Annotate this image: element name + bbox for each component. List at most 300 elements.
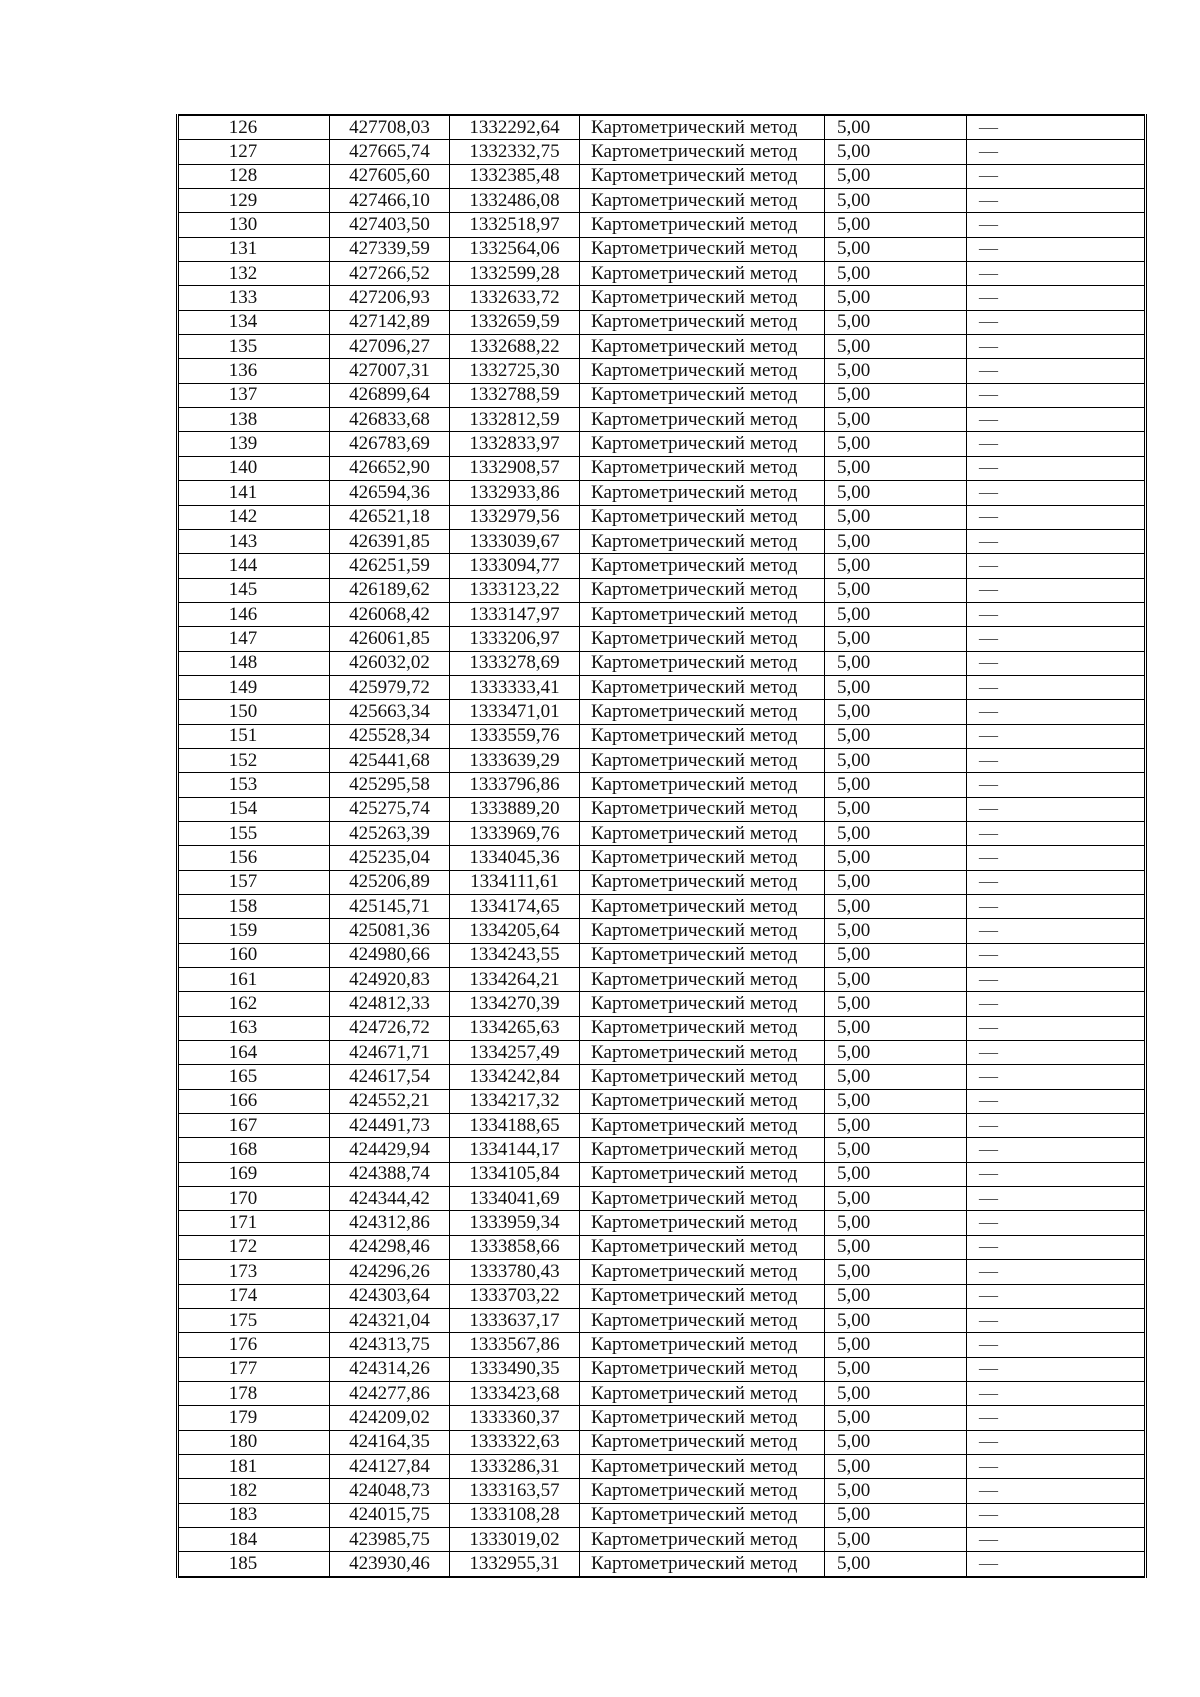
method-cell: Картометрический метод	[580, 481, 825, 505]
y-coordinate-cell: 1333703,22	[450, 1284, 580, 1308]
x-coordinate-cell: 424980,66	[330, 943, 450, 967]
point-number-cell: 128	[178, 164, 330, 188]
method-cell: Картометрический метод	[580, 262, 825, 286]
y-coordinate-cell: 1334265,63	[450, 1016, 580, 1040]
x-coordinate-cell: 427007,31	[330, 359, 450, 383]
x-coordinate-cell: 424429,94	[330, 1138, 450, 1162]
y-coordinate-cell: 1334144,17	[450, 1138, 580, 1162]
x-coordinate-cell: 425441,68	[330, 748, 450, 772]
point-number-cell: 138	[178, 408, 330, 432]
description-cell: —	[967, 140, 1146, 164]
x-coordinate-cell: 424298,46	[330, 1235, 450, 1259]
description-cell: —	[967, 895, 1146, 919]
description-cell: —	[967, 821, 1146, 845]
x-coordinate-cell: 423930,46	[330, 1552, 450, 1577]
method-cell: Картометрический метод	[580, 1430, 825, 1454]
x-coordinate-cell: 424671,71	[330, 1041, 450, 1065]
point-number-cell: 152	[178, 748, 330, 772]
description-cell: —	[967, 1503, 1146, 1527]
y-coordinate-cell: 1332385,48	[450, 164, 580, 188]
accuracy-cell: 5,00	[825, 1527, 967, 1551]
accuracy-cell: 5,00	[825, 675, 967, 699]
x-coordinate-cell: 424048,73	[330, 1479, 450, 1503]
x-coordinate-cell: 424313,75	[330, 1333, 450, 1357]
accuracy-cell: 5,00	[825, 1260, 967, 1284]
method-cell: Картометрический метод	[580, 895, 825, 919]
description-cell: —	[967, 1454, 1146, 1478]
table-row	[178, 797, 1146, 821]
accuracy-cell: 5,00	[825, 213, 967, 237]
description-cell: —	[967, 1187, 1146, 1211]
description-cell: —	[967, 1284, 1146, 1308]
point-number-cell: 182	[178, 1479, 330, 1503]
accuracy-cell: 5,00	[825, 262, 967, 286]
table-row	[178, 335, 1146, 359]
method-cell: Картометрический метод	[580, 1260, 825, 1284]
point-number-cell: 185	[178, 1552, 330, 1577]
accuracy-cell: 5,00	[825, 968, 967, 992]
table-row	[178, 1162, 1146, 1186]
y-coordinate-cell: 1332486,08	[450, 189, 580, 213]
accuracy-cell: 5,00	[825, 724, 967, 748]
accuracy-cell: 5,00	[825, 846, 967, 870]
table-row	[178, 1260, 1146, 1284]
table-row	[178, 432, 1146, 456]
point-number-cell: 159	[178, 919, 330, 943]
x-coordinate-cell: 425528,34	[330, 724, 450, 748]
point-number-cell: 184	[178, 1527, 330, 1551]
method-cell: Картометрический метод	[580, 335, 825, 359]
method-cell: Картометрический метод	[580, 1138, 825, 1162]
description-cell: —	[967, 748, 1146, 772]
method-cell: Картометрический метод	[580, 1308, 825, 1332]
table-row	[178, 602, 1146, 626]
table-row	[178, 1479, 1146, 1503]
description-cell: —	[967, 968, 1146, 992]
y-coordinate-cell: 1333567,86	[450, 1333, 580, 1357]
accuracy-cell: 5,00	[825, 456, 967, 480]
accuracy-cell: 5,00	[825, 773, 967, 797]
x-coordinate-cell: 423985,75	[330, 1527, 450, 1551]
point-number-cell: 178	[178, 1381, 330, 1405]
y-coordinate-cell: 1332633,72	[450, 286, 580, 310]
point-number-cell: 143	[178, 529, 330, 553]
accuracy-cell: 5,00	[825, 481, 967, 505]
method-cell: Картометрический метод	[580, 943, 825, 967]
y-coordinate-cell: 1334243,55	[450, 943, 580, 967]
point-number-cell: 174	[178, 1284, 330, 1308]
method-cell: Картометрический метод	[580, 602, 825, 626]
description-cell: —	[967, 213, 1146, 237]
method-cell: Картометрический метод	[580, 1235, 825, 1259]
table-row	[178, 943, 1146, 967]
description-cell: —	[967, 846, 1146, 870]
table-row	[178, 189, 1146, 213]
table-row	[178, 408, 1146, 432]
method-cell: Картометрический метод	[580, 1041, 825, 1065]
x-coordinate-cell: 427266,52	[330, 262, 450, 286]
method-cell: Картометрический метод	[580, 432, 825, 456]
method-cell: Картометрический метод	[580, 213, 825, 237]
y-coordinate-cell: 1334188,65	[450, 1114, 580, 1138]
x-coordinate-cell: 424277,86	[330, 1381, 450, 1405]
y-coordinate-cell: 1333286,31	[450, 1454, 580, 1478]
table-row	[178, 919, 1146, 943]
point-number-cell: 172	[178, 1235, 330, 1259]
point-number-cell: 179	[178, 1406, 330, 1430]
point-number-cell: 147	[178, 627, 330, 651]
x-coordinate-cell: 424344,42	[330, 1187, 450, 1211]
point-number-cell: 150	[178, 700, 330, 724]
description-cell: —	[967, 1527, 1146, 1551]
description-cell: —	[967, 554, 1146, 578]
point-number-cell: 135	[178, 335, 330, 359]
accuracy-cell: 5,00	[825, 578, 967, 602]
y-coordinate-cell: 1332933,86	[450, 481, 580, 505]
table-row	[178, 724, 1146, 748]
description-cell: —	[967, 408, 1146, 432]
point-number-cell: 164	[178, 1041, 330, 1065]
accuracy-cell: 5,00	[825, 408, 967, 432]
x-coordinate-cell: 425979,72	[330, 675, 450, 699]
point-number-cell: 162	[178, 992, 330, 1016]
method-cell: Картометрический метод	[580, 189, 825, 213]
y-coordinate-cell: 1332725,30	[450, 359, 580, 383]
y-coordinate-cell: 1333780,43	[450, 1260, 580, 1284]
accuracy-cell: 5,00	[825, 1479, 967, 1503]
table-row	[178, 1503, 1146, 1527]
method-cell: Картометрический метод	[580, 797, 825, 821]
accuracy-cell: 5,00	[825, 602, 967, 626]
description-cell: —	[967, 1114, 1146, 1138]
point-number-cell: 137	[178, 383, 330, 407]
point-number-cell: 181	[178, 1454, 330, 1478]
y-coordinate-cell: 1333147,97	[450, 602, 580, 626]
accuracy-cell: 5,00	[825, 383, 967, 407]
method-cell: Картометрический метод	[580, 164, 825, 188]
method-cell: Картометрический метод	[580, 1479, 825, 1503]
table-row	[178, 748, 1146, 772]
method-cell: Картометрический метод	[580, 1381, 825, 1405]
x-coordinate-cell: 426594,36	[330, 481, 450, 505]
x-coordinate-cell: 426061,85	[330, 627, 450, 651]
description-cell: —	[967, 1260, 1146, 1284]
description-cell: —	[967, 1041, 1146, 1065]
description-cell: —	[967, 1479, 1146, 1503]
point-number-cell: 151	[178, 724, 330, 748]
accuracy-cell: 5,00	[825, 286, 967, 310]
description-cell: —	[967, 529, 1146, 553]
accuracy-cell: 5,00	[825, 1235, 967, 1259]
point-number-cell: 175	[178, 1308, 330, 1332]
table-row	[178, 1235, 1146, 1259]
accuracy-cell: 5,00	[825, 1308, 967, 1332]
y-coordinate-cell: 1334174,65	[450, 895, 580, 919]
accuracy-cell: 5,00	[825, 748, 967, 772]
method-cell: Картометрический метод	[580, 1357, 825, 1381]
description-cell: —	[967, 773, 1146, 797]
y-coordinate-cell: 1333360,37	[450, 1406, 580, 1430]
table-row	[178, 1041, 1146, 1065]
description-cell: —	[967, 262, 1146, 286]
description-cell: —	[967, 700, 1146, 724]
description-cell: —	[967, 383, 1146, 407]
method-cell: Картометрический метод	[580, 1016, 825, 1040]
point-number-cell: 155	[178, 821, 330, 845]
x-coordinate-cell: 425275,74	[330, 797, 450, 821]
description-cell: —	[967, 359, 1146, 383]
accuracy-cell: 5,00	[825, 1454, 967, 1478]
point-number-cell: 161	[178, 968, 330, 992]
description-cell: —	[967, 1552, 1146, 1577]
x-coordinate-cell: 425145,71	[330, 895, 450, 919]
accuracy-cell: 5,00	[825, 1162, 967, 1186]
accuracy-cell: 5,00	[825, 1381, 967, 1405]
point-number-cell: 130	[178, 213, 330, 237]
y-coordinate-cell: 1333322,63	[450, 1430, 580, 1454]
accuracy-cell: 5,00	[825, 797, 967, 821]
y-coordinate-cell: 1333490,35	[450, 1357, 580, 1381]
description-cell: —	[967, 164, 1146, 188]
table-row	[178, 1430, 1146, 1454]
x-coordinate-cell: 427605,60	[330, 164, 450, 188]
x-coordinate-cell: 427142,89	[330, 310, 450, 334]
x-coordinate-cell: 426068,42	[330, 602, 450, 626]
x-coordinate-cell: 424314,26	[330, 1357, 450, 1381]
point-number-cell: 142	[178, 505, 330, 529]
y-coordinate-cell: 1334257,49	[450, 1041, 580, 1065]
description-cell: —	[967, 189, 1146, 213]
accuracy-cell: 5,00	[825, 1089, 967, 1113]
y-coordinate-cell: 1333559,76	[450, 724, 580, 748]
y-coordinate-cell: 1334205,64	[450, 919, 580, 943]
table-row	[178, 1454, 1146, 1478]
table-row	[178, 1114, 1146, 1138]
description-cell: —	[967, 992, 1146, 1016]
point-number-cell: 139	[178, 432, 330, 456]
point-number-cell: 154	[178, 797, 330, 821]
x-coordinate-cell: 424617,54	[330, 1065, 450, 1089]
point-number-cell: 127	[178, 140, 330, 164]
table-row	[178, 1065, 1146, 1089]
x-coordinate-cell: 427206,93	[330, 286, 450, 310]
description-cell: —	[967, 1016, 1146, 1040]
point-number-cell: 156	[178, 846, 330, 870]
x-coordinate-cell: 425081,36	[330, 919, 450, 943]
description-cell: —	[967, 1211, 1146, 1235]
table-row	[178, 1284, 1146, 1308]
accuracy-cell: 5,00	[825, 432, 967, 456]
y-coordinate-cell: 1333796,86	[450, 773, 580, 797]
y-coordinate-cell: 1332292,64	[450, 115, 580, 140]
x-coordinate-cell: 425206,89	[330, 870, 450, 894]
y-coordinate-cell: 1332518,97	[450, 213, 580, 237]
y-coordinate-cell: 1333019,02	[450, 1527, 580, 1551]
y-coordinate-cell: 1333039,67	[450, 529, 580, 553]
accuracy-cell: 5,00	[825, 189, 967, 213]
x-coordinate-cell: 424303,64	[330, 1284, 450, 1308]
description-cell: —	[967, 1406, 1146, 1430]
accuracy-cell: 5,00	[825, 1552, 967, 1577]
x-coordinate-cell: 426899,64	[330, 383, 450, 407]
table-row	[178, 164, 1146, 188]
table-row	[178, 359, 1146, 383]
method-cell: Картометрический метод	[580, 359, 825, 383]
point-number-cell: 166	[178, 1089, 330, 1113]
x-coordinate-cell: 424296,26	[330, 1260, 450, 1284]
y-coordinate-cell: 1332812,59	[450, 408, 580, 432]
table-row	[178, 1308, 1146, 1332]
x-coordinate-cell: 425235,04	[330, 846, 450, 870]
point-number-cell: 167	[178, 1114, 330, 1138]
x-coordinate-cell: 424127,84	[330, 1454, 450, 1478]
point-number-cell: 169	[178, 1162, 330, 1186]
point-number-cell: 171	[178, 1211, 330, 1235]
accuracy-cell: 5,00	[825, 1284, 967, 1308]
table-row	[178, 1333, 1146, 1357]
method-cell: Картометрический метод	[580, 286, 825, 310]
table-row	[178, 1381, 1146, 1405]
point-number-cell: 157	[178, 870, 330, 894]
point-number-cell: 180	[178, 1430, 330, 1454]
description-cell: —	[967, 870, 1146, 894]
point-number-cell: 163	[178, 1016, 330, 1040]
description-cell: —	[967, 1065, 1146, 1089]
accuracy-cell: 5,00	[825, 1333, 967, 1357]
accuracy-cell: 5,00	[825, 1357, 967, 1381]
y-coordinate-cell: 1333423,68	[450, 1381, 580, 1405]
accuracy-cell: 5,00	[825, 310, 967, 334]
accuracy-cell: 5,00	[825, 821, 967, 845]
table-row	[178, 310, 1146, 334]
accuracy-cell: 5,00	[825, 651, 967, 675]
point-number-cell: 145	[178, 578, 330, 602]
accuracy-cell: 5,00	[825, 140, 967, 164]
method-cell: Картометрический метод	[580, 1527, 825, 1551]
method-cell: Картометрический метод	[580, 456, 825, 480]
x-coordinate-cell: 424920,83	[330, 968, 450, 992]
method-cell: Картометрический метод	[580, 700, 825, 724]
y-coordinate-cell: 1334264,21	[450, 968, 580, 992]
y-coordinate-cell: 1332659,59	[450, 310, 580, 334]
x-coordinate-cell: 424209,02	[330, 1406, 450, 1430]
x-coordinate-cell: 425295,58	[330, 773, 450, 797]
table-row	[178, 481, 1146, 505]
method-cell: Картометрический метод	[580, 675, 825, 699]
x-coordinate-cell: 424491,73	[330, 1114, 450, 1138]
description-cell: —	[967, 432, 1146, 456]
description-cell: —	[967, 456, 1146, 480]
accuracy-cell: 5,00	[825, 1065, 967, 1089]
table-row	[178, 1552, 1146, 1577]
table-row	[178, 115, 1146, 140]
point-number-cell: 176	[178, 1333, 330, 1357]
method-cell: Картометрический метод	[580, 554, 825, 578]
table-row	[178, 383, 1146, 407]
method-cell: Картометрический метод	[580, 992, 825, 1016]
table-row	[178, 505, 1146, 529]
table-row	[178, 773, 1146, 797]
x-coordinate-cell: 427403,50	[330, 213, 450, 237]
description-cell: —	[967, 1138, 1146, 1162]
accuracy-cell: 5,00	[825, 992, 967, 1016]
point-number-cell: 170	[178, 1187, 330, 1211]
description-cell: —	[967, 919, 1146, 943]
table-row	[178, 554, 1146, 578]
x-coordinate-cell: 426652,90	[330, 456, 450, 480]
x-coordinate-cell: 426783,69	[330, 432, 450, 456]
accuracy-cell: 5,00	[825, 1430, 967, 1454]
y-coordinate-cell: 1334045,36	[450, 846, 580, 870]
y-coordinate-cell: 1334111,61	[450, 870, 580, 894]
point-number-cell: 136	[178, 359, 330, 383]
table-row	[178, 1187, 1146, 1211]
table-row	[178, 1527, 1146, 1551]
point-number-cell: 158	[178, 895, 330, 919]
accuracy-cell: 5,00	[825, 895, 967, 919]
table-row	[178, 213, 1146, 237]
x-coordinate-cell: 424015,75	[330, 1503, 450, 1527]
method-cell: Картометрический метод	[580, 505, 825, 529]
method-cell: Картометрический метод	[580, 578, 825, 602]
description-cell: —	[967, 237, 1146, 261]
y-coordinate-cell: 1332599,28	[450, 262, 580, 286]
method-cell: Картометрический метод	[580, 1454, 825, 1478]
accuracy-cell: 5,00	[825, 1114, 967, 1138]
table-row	[178, 846, 1146, 870]
accuracy-cell: 5,00	[825, 1211, 967, 1235]
method-cell: Картометрический метод	[580, 627, 825, 651]
y-coordinate-cell: 1332564,06	[450, 237, 580, 261]
description-cell: —	[967, 627, 1146, 651]
table-row	[178, 992, 1146, 1016]
x-coordinate-cell: 424312,86	[330, 1211, 450, 1235]
description-cell: —	[967, 1235, 1146, 1259]
description-cell: —	[967, 675, 1146, 699]
description-cell: —	[967, 1308, 1146, 1332]
y-coordinate-cell: 1333108,28	[450, 1503, 580, 1527]
point-number-cell: 149	[178, 675, 330, 699]
method-cell: Картометрический метод	[580, 1114, 825, 1138]
point-number-cell: 126	[178, 115, 330, 140]
table-row	[178, 1138, 1146, 1162]
y-coordinate-cell: 1332908,57	[450, 456, 580, 480]
accuracy-cell: 5,00	[825, 1016, 967, 1040]
method-cell: Картометрический метод	[580, 1187, 825, 1211]
table-row	[178, 140, 1146, 164]
point-number-cell: 131	[178, 237, 330, 261]
description-cell: —	[967, 1430, 1146, 1454]
y-coordinate-cell: 1332833,97	[450, 432, 580, 456]
point-number-cell: 133	[178, 286, 330, 310]
method-cell: Картометрический метод	[580, 773, 825, 797]
y-coordinate-cell: 1334270,39	[450, 992, 580, 1016]
table-row	[178, 821, 1146, 845]
accuracy-cell: 5,00	[825, 335, 967, 359]
accuracy-cell: 5,00	[825, 237, 967, 261]
x-coordinate-cell: 427339,59	[330, 237, 450, 261]
y-coordinate-cell: 1333278,69	[450, 651, 580, 675]
method-cell: Картометрический метод	[580, 140, 825, 164]
description-cell: —	[967, 724, 1146, 748]
table-row	[178, 1211, 1146, 1235]
accuracy-cell: 5,00	[825, 1406, 967, 1430]
description-cell: —	[967, 651, 1146, 675]
y-coordinate-cell: 1333889,20	[450, 797, 580, 821]
y-coordinate-cell: 1333858,66	[450, 1235, 580, 1259]
point-number-cell: 134	[178, 310, 330, 334]
x-coordinate-cell: 427096,27	[330, 335, 450, 359]
